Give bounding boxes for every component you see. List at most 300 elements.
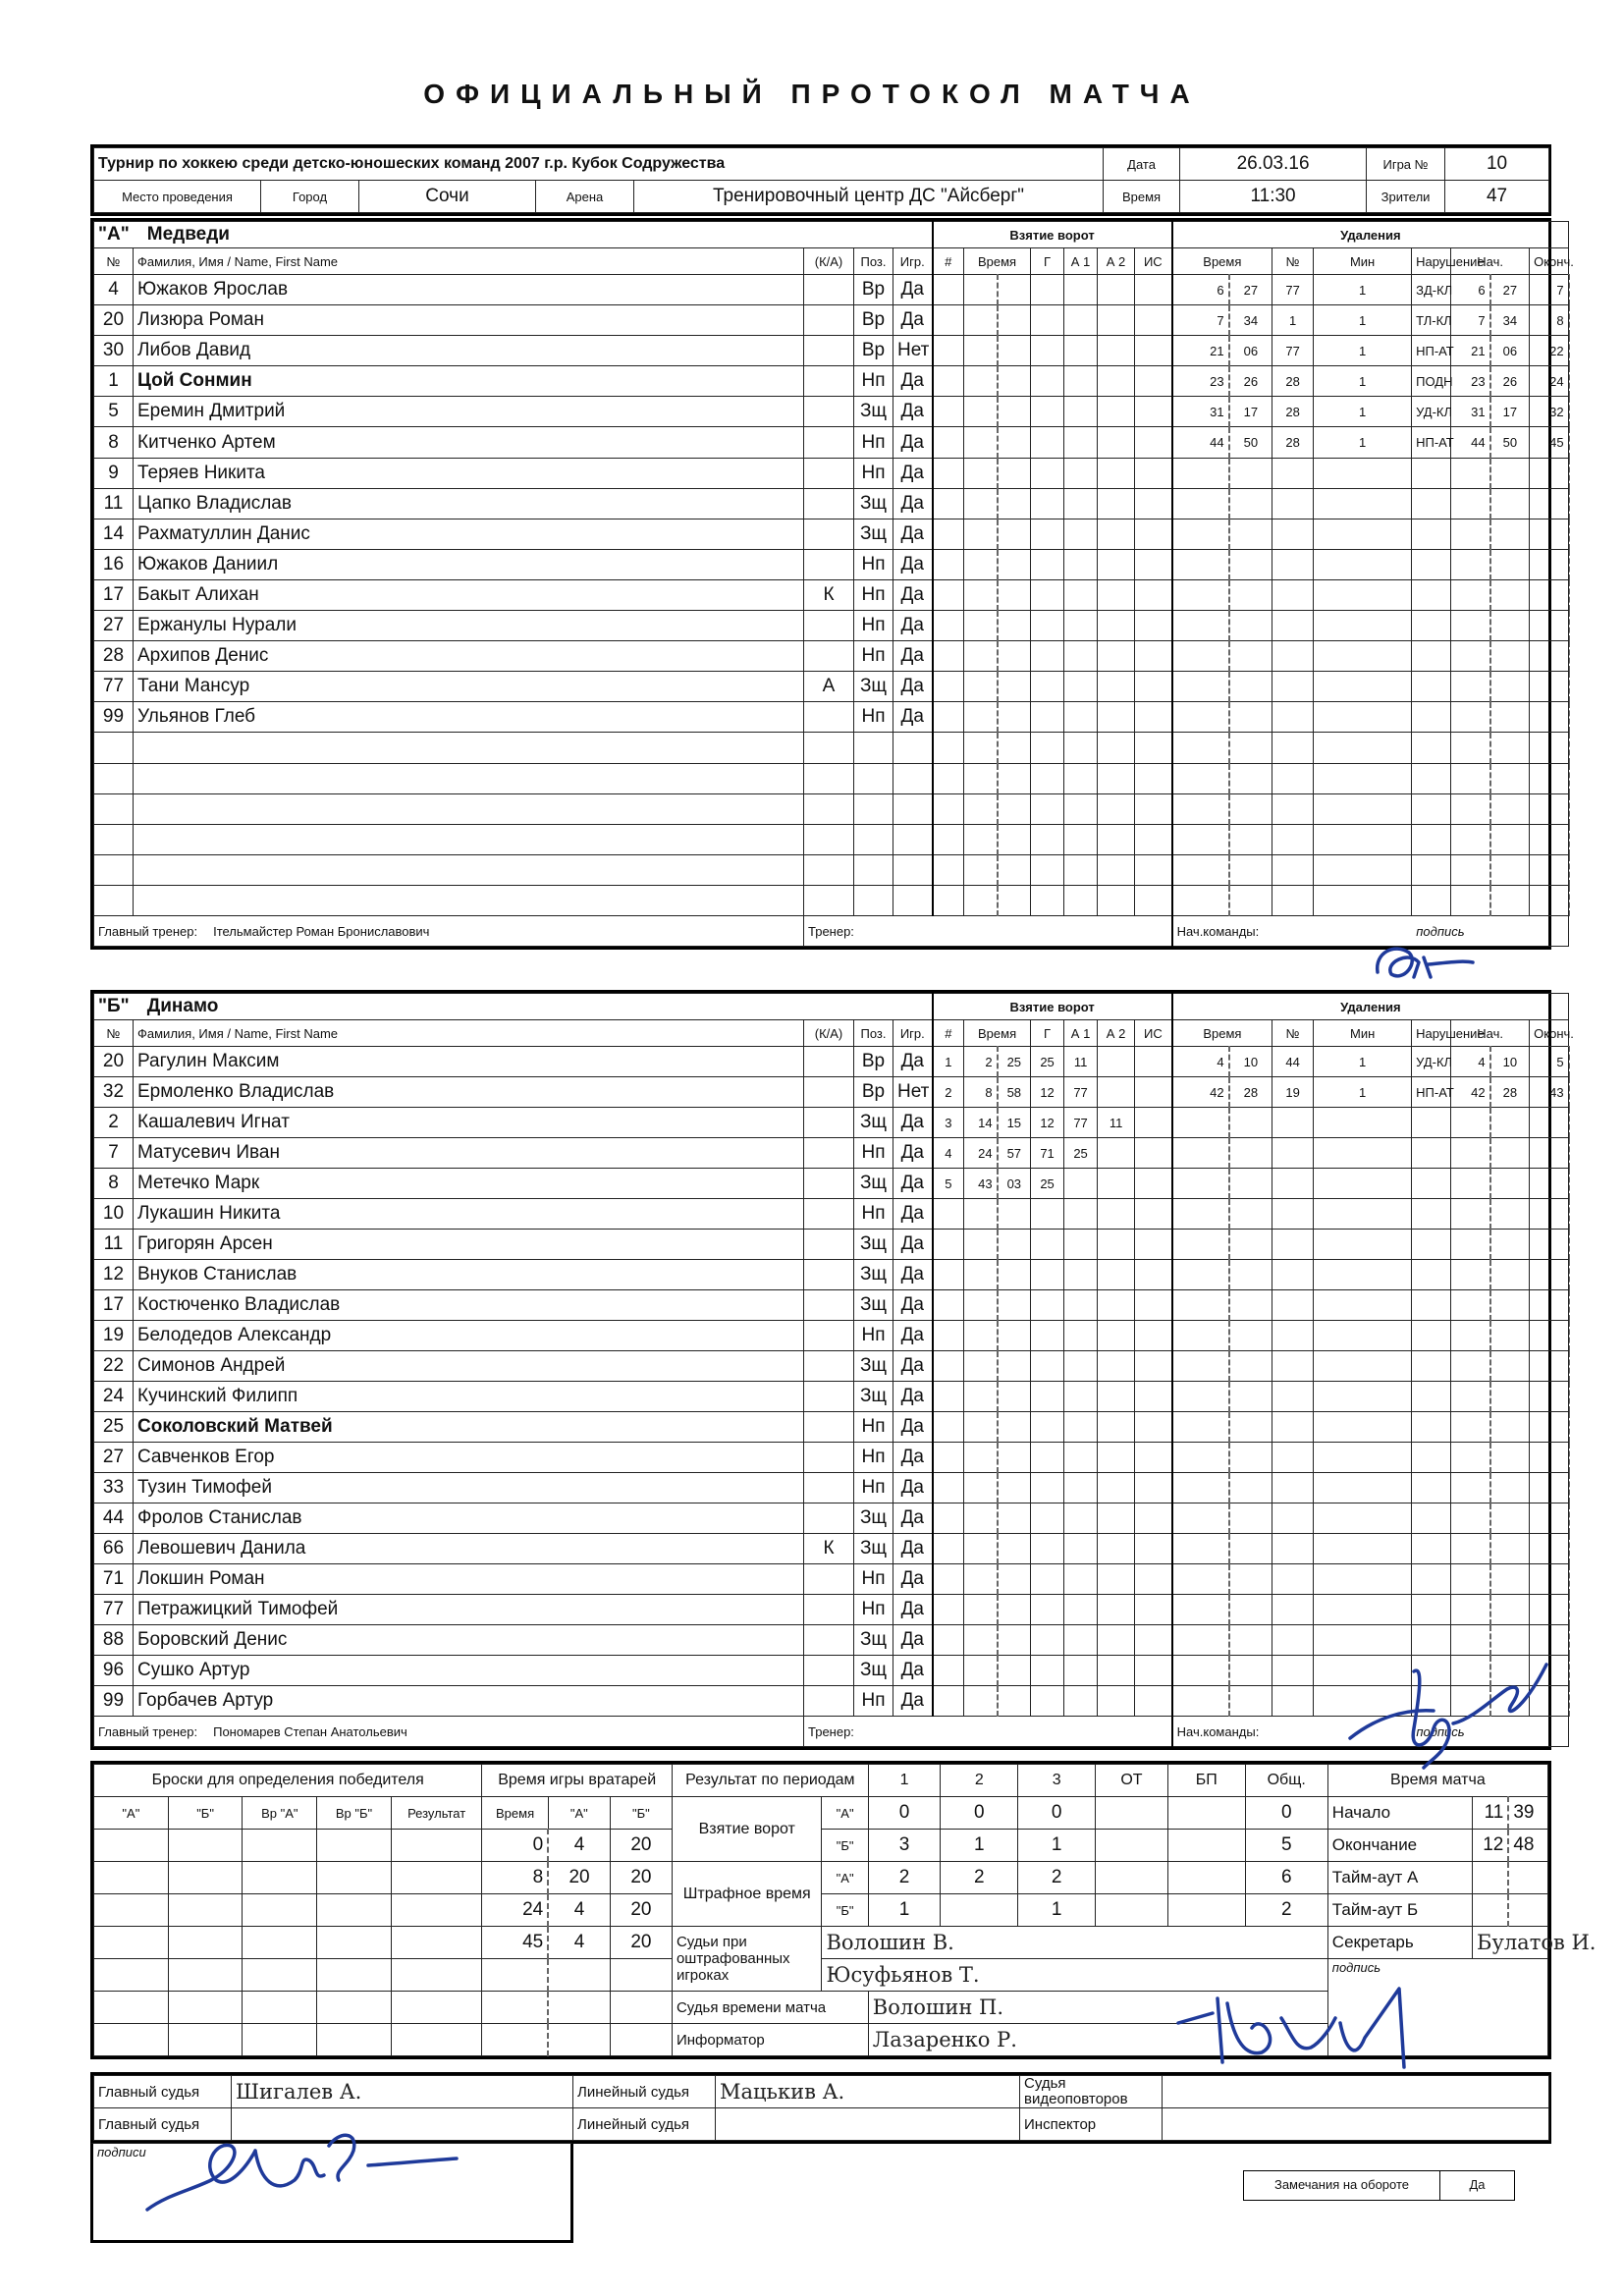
player-role — [804, 1077, 854, 1108]
teamA-coach-name: Ітельмайстер Роман Брониславович — [213, 923, 430, 939]
player-role — [804, 1656, 854, 1686]
announcer-name: Лазаренко Р. — [868, 2024, 1327, 2056]
shootout-col-a: "А" — [94, 1797, 169, 1830]
player-name: Сушко Артур — [134, 1656, 804, 1686]
col-pen-end: Оконч. — [1530, 1020, 1569, 1047]
player-name: Кучинский Филипп — [134, 1382, 804, 1412]
penalty-minute: 4 — [1172, 1047, 1229, 1077]
player-played: Да — [893, 1443, 933, 1473]
player-role — [804, 1230, 854, 1260]
player-role — [804, 1443, 854, 1473]
player-number: 8 — [94, 1169, 134, 1199]
pim-a-bp — [1167, 1862, 1245, 1894]
goals-a-ot — [1096, 1797, 1168, 1830]
table-row — [94, 1290, 1569, 1321]
table-row — [94, 1321, 1569, 1351]
table-row — [94, 1443, 1569, 1473]
player-number: 4 — [94, 275, 134, 305]
gk-row1-a: 4 — [548, 1830, 610, 1862]
player-role — [804, 1290, 854, 1321]
col-pen-no: № — [1272, 248, 1314, 275]
player-position: Зщ — [854, 1230, 893, 1260]
col-pen-time: Время — [1172, 248, 1272, 275]
col-goal-time: Время — [964, 248, 1031, 275]
player-name: Южаков Даниил — [134, 549, 804, 579]
goal-scorer: 25 — [1031, 1169, 1064, 1199]
table-row — [94, 1534, 1569, 1564]
table-row — [94, 1199, 1569, 1230]
player-role — [804, 1108, 854, 1138]
main-ref-1-label: Главный судья — [94, 2076, 232, 2108]
penalty-start-sec: 10 — [1490, 1047, 1530, 1077]
player-number: 20 — [94, 1047, 134, 1077]
teamB-coach-name: Пономарев Степан Анатольевич — [213, 1723, 407, 1739]
video-ref-label: Судья видеоповторов — [1020, 2076, 1163, 2108]
player-position: Нп — [854, 1564, 893, 1595]
player-number: 14 — [94, 519, 134, 549]
player-name: Тани Мансур — [134, 672, 804, 702]
col-pen-infraction: Нарушение — [1412, 248, 1451, 275]
player-name: Ержанулы Нурали — [134, 611, 804, 641]
player-number: 10 — [94, 1199, 134, 1230]
main-ref-2-label: Главный судья — [94, 2108, 232, 2141]
player-played: Да — [893, 1169, 933, 1199]
table-row — [94, 641, 1569, 672]
player-number: 96 — [94, 1656, 134, 1686]
player-played: Да — [893, 1138, 933, 1169]
player-position: Нп — [854, 702, 893, 733]
start-minute: 39 — [1508, 1797, 1547, 1830]
arena-value: Тренировочный центр ДС "Айсберг" — [634, 181, 1104, 213]
player-position: Зщ — [854, 519, 893, 549]
goal-assist-2 — [1098, 1138, 1135, 1169]
player-position: Нп — [854, 579, 893, 610]
player-role — [804, 397, 854, 427]
goals-b-p2: 1 — [941, 1830, 1018, 1862]
goal-assist-2 — [1098, 1077, 1135, 1108]
shootout-col-result: Результат — [391, 1797, 482, 1830]
player-position: Зщ — [854, 1260, 893, 1290]
player-played: Да — [893, 1473, 933, 1503]
goal-minute: 24 — [964, 1138, 998, 1169]
player-played: Да — [893, 305, 933, 336]
gk-row3-a: 4 — [548, 1894, 610, 1927]
player-played: Да — [893, 611, 933, 641]
match-time-title: Время матча — [1327, 1765, 1547, 1797]
col-pen-infraction: Нарушение — [1412, 1020, 1451, 1047]
goal-number: 3 — [933, 1108, 964, 1138]
player-role — [804, 611, 854, 641]
table-row — [94, 702, 1569, 733]
player-played: Да — [893, 1199, 933, 1230]
goal-scorer: 12 — [1031, 1077, 1064, 1108]
player-position: Нп — [854, 611, 893, 641]
player-name: Локшин Роман — [134, 1564, 804, 1595]
goal-number: 5 — [933, 1169, 964, 1199]
end-minute: 48 — [1508, 1830, 1547, 1862]
shootout-title: Броски для определения победителя — [94, 1765, 482, 1797]
teamA-chief-label: Нач.команды: — [1176, 923, 1260, 939]
player-number: 27 — [94, 611, 134, 641]
player-number: 99 — [94, 1686, 134, 1717]
table-row — [94, 1382, 1569, 1412]
goal-minute: 2 — [964, 1047, 998, 1077]
teamA-coach-label: Главный тренер: — [98, 923, 198, 939]
player-position: Зщ — [854, 397, 893, 427]
goal-is — [1135, 1169, 1172, 1199]
goals-b-ot — [1096, 1830, 1168, 1862]
player-number: 17 — [94, 1290, 134, 1321]
teamA-team-title — [94, 222, 933, 248]
player-number: 32 — [94, 1077, 134, 1108]
table-row — [94, 275, 1569, 305]
period-bp-head: БП — [1167, 1765, 1245, 1797]
gk-row3-min: 24 — [482, 1894, 548, 1927]
main-referee-signature — [142, 2121, 466, 2229]
player-role — [804, 549, 854, 579]
end-label: Окончание — [1327, 1830, 1472, 1862]
penalty-infraction: ПОДН — [1412, 366, 1451, 397]
table-row — [94, 366, 1569, 397]
player-number: 77 — [94, 672, 134, 702]
player-role — [804, 458, 854, 488]
pim-a-p1: 2 — [868, 1862, 941, 1894]
col-pos: Поз. — [854, 248, 893, 275]
player-played: Да — [893, 1412, 933, 1443]
player-name: Симонов Андрей — [134, 1351, 804, 1382]
player-name: Либов Давид — [134, 336, 804, 366]
line-ref-2-label: Линейный судья — [573, 2108, 716, 2141]
col-goal-scorer: Г — [1031, 248, 1064, 275]
timekeeper-name: Волошин П. — [868, 1992, 1327, 2024]
table-row — [94, 793, 1569, 824]
team-a-mark: "А" — [822, 1797, 868, 1830]
goal-number: 1 — [933, 1047, 964, 1077]
player-name: Петражицкий Тимофей — [134, 1595, 804, 1625]
date-label: Дата — [1104, 148, 1180, 181]
penalty-start-sec: 34 — [1490, 305, 1530, 336]
player-role — [804, 1260, 854, 1290]
col-pen-start: Нач. — [1451, 248, 1530, 275]
penalty-minute: 7 — [1172, 305, 1229, 336]
remarks-value: Да — [1469, 2177, 1486, 2192]
col-pen-time: Время — [1172, 1020, 1272, 1047]
player-position: Нп — [854, 458, 893, 488]
player-name: Левошевич Данила — [134, 1534, 804, 1564]
col-played: Игр. — [893, 248, 933, 275]
player-played: Да — [893, 579, 933, 610]
table-row — [94, 1351, 1569, 1382]
teamA-coach-cell — [94, 915, 804, 946]
table-row — [94, 1108, 1569, 1138]
penalty-player: 28 — [1272, 427, 1314, 458]
player-role — [804, 1321, 854, 1351]
goal-assist-1: 11 — [1064, 1047, 1098, 1077]
player-position: Вр — [854, 1077, 893, 1108]
col-pen-min: Мин — [1314, 1020, 1412, 1047]
pim-b-bp — [1167, 1894, 1245, 1927]
table-row — [94, 1047, 1569, 1077]
player-number: 16 — [94, 549, 134, 579]
goal-assist-2 — [1098, 1169, 1135, 1199]
player-name: Цапко Владислав — [134, 488, 804, 519]
inspector-label: Инспектор — [1020, 2108, 1163, 2141]
player-name: Костюченко Владислав — [134, 1290, 804, 1321]
signatures-label: подписи — [97, 2145, 146, 2159]
player-played: Нет — [893, 1077, 933, 1108]
player-position: Нп — [854, 427, 893, 458]
period-ot-head: ОТ — [1096, 1765, 1168, 1797]
player-position: Вр — [854, 1047, 893, 1077]
penalty-infraction: ТЛ-КЛ — [1412, 305, 1451, 336]
tournament-name: Турнир по хоккею среди детско-юношеских команд 2007 г.р. Кубок Содружества — [94, 148, 1104, 181]
player-name: Матусевич Иван — [134, 1138, 804, 1169]
team-b-coach-signature — [1345, 1660, 1551, 1777]
goal-second: 15 — [998, 1108, 1031, 1138]
player-name: Боровский Денис — [134, 1625, 804, 1656]
penalty-start-min: 31 — [1451, 397, 1490, 427]
col-no: № — [94, 248, 134, 275]
venue-label: Место проведения — [94, 181, 261, 213]
player-name: Цой Сонмин — [134, 366, 804, 397]
player-role — [804, 305, 854, 336]
player-name: Метечко Марк — [134, 1169, 804, 1199]
player-played: Да — [893, 1047, 933, 1077]
player-played: Да — [893, 366, 933, 397]
player-position: Нп — [854, 1138, 893, 1169]
player-role: К — [804, 579, 854, 610]
col-pen-min: Мин — [1314, 248, 1412, 275]
penbox-judges-label: Судьи при оштрафованных игроках — [672, 1927, 822, 1992]
penalty-infraction: НП-АТ — [1412, 427, 1451, 458]
penbox-judge-2: Юсуфьянов Т. — [822, 1959, 1327, 1992]
player-played: Да — [893, 1686, 933, 1717]
penalty-start-sec: 28 — [1490, 1077, 1530, 1108]
table-row — [94, 1625, 1569, 1656]
goal-minute: 14 — [964, 1108, 998, 1138]
penalty-start-min: 7 — [1451, 305, 1490, 336]
player-name: Бакыт Алихан — [134, 579, 804, 610]
pim-a-total: 6 — [1245, 1862, 1327, 1894]
spectators-value: 47 — [1445, 181, 1549, 213]
player-role — [804, 336, 854, 366]
teamB-team-title — [94, 994, 933, 1020]
match-header — [90, 144, 1551, 216]
player-name: Южаков Ярослав — [134, 275, 804, 305]
player-name: Кашалевич Игнат — [134, 1108, 804, 1138]
player-number: 99 — [94, 702, 134, 733]
pim-b-total: 2 — [1245, 1894, 1327, 1927]
penalty-end-min: 7 — [1530, 275, 1569, 305]
penalty-length: 1 — [1314, 275, 1412, 305]
goal-second: 03 — [998, 1169, 1031, 1199]
player-position: Зщ — [854, 1625, 893, 1656]
teamB-coach-label: Главный тренер: — [98, 1723, 198, 1739]
player-number: 71 — [94, 1564, 134, 1595]
shootout-col-gk-b: Вр "Б" — [317, 1797, 392, 1830]
player-played: Да — [893, 1260, 933, 1290]
team-b-mark: "Б" — [822, 1830, 868, 1862]
gk-row3-b: 20 — [610, 1894, 672, 1927]
player-name: Ульянов Глеб — [134, 702, 804, 733]
player-position: Зщ — [854, 488, 893, 519]
gk-row2-b: 20 — [610, 1862, 672, 1894]
teamA-trainer-cell — [804, 915, 1172, 946]
player-number: 27 — [94, 1443, 134, 1473]
teamA-trainer-label: Тренер: — [808, 923, 854, 939]
penalty-length: 1 — [1314, 397, 1412, 427]
team-a-coach-signature — [1370, 933, 1478, 992]
player-played: Да — [893, 427, 933, 458]
player-role — [804, 427, 854, 458]
col-no: № — [94, 1020, 134, 1047]
goal-scorer: 12 — [1031, 1108, 1064, 1138]
penalty-player: 28 — [1272, 397, 1314, 427]
table-row — [94, 305, 1569, 336]
secretary-name: Булатов И. — [1473, 1927, 1548, 1959]
goal-minute: 43 — [964, 1169, 998, 1199]
col-ka: (К/А) — [804, 248, 854, 275]
penalty-start-min: 42 — [1451, 1077, 1490, 1108]
pim-a-p2: 2 — [941, 1862, 1018, 1894]
announcer-label: Информатор — [672, 2024, 868, 2056]
player-position: Вр — [854, 275, 893, 305]
player-number: 24 — [94, 1382, 134, 1412]
secretary-signature — [1173, 1974, 1419, 2082]
goal-assist-1: 77 — [1064, 1108, 1098, 1138]
penalty-minute: 44 — [1172, 427, 1229, 458]
table-row — [94, 1503, 1569, 1534]
player-role — [804, 1351, 854, 1382]
player-number: 19 — [94, 1321, 134, 1351]
team-b-section — [90, 990, 1574, 1750]
gk-row4-a: 4 — [548, 1927, 610, 1959]
player-number: 30 — [94, 336, 134, 366]
table-row — [94, 488, 1569, 519]
team-a-section — [90, 218, 1574, 950]
pim-b-p1: 1 — [868, 1894, 941, 1927]
player-position: Вр — [854, 305, 893, 336]
table-row — [94, 763, 1569, 793]
teamA-sign-label: подпись — [1416, 923, 1465, 939]
penalty-infraction: НП-АТ — [1412, 336, 1451, 366]
table-row — [94, 1230, 1569, 1260]
goals-a-p1: 0 — [868, 1797, 941, 1830]
col-pos: Поз. — [854, 1020, 893, 1047]
table-row — [94, 1138, 1569, 1169]
col-assist-1: А 1 — [1064, 248, 1098, 275]
team-b-table — [93, 993, 1574, 1747]
gk-time-title: Время игры вратарей — [482, 1765, 673, 1797]
player-number: 17 — [94, 579, 134, 610]
player-position: Зщ — [854, 1382, 893, 1412]
table-row — [94, 1412, 1569, 1443]
date-value: 26.03.16 — [1180, 148, 1367, 181]
player-played: Да — [893, 1108, 933, 1138]
penalty-infraction: УД-КЛ — [1412, 1047, 1451, 1077]
goal-is — [1135, 1108, 1172, 1138]
start-label: Начало — [1327, 1797, 1472, 1830]
player-position: Нп — [854, 1473, 893, 1503]
player-played: Да — [893, 1290, 933, 1321]
teamB-coach-cell — [94, 1717, 804, 1747]
player-played: Да — [893, 702, 933, 733]
line-ref-1-label: Линейный судья — [573, 2076, 716, 2108]
teamA-goals-title: Взятие ворот — [933, 222, 1172, 248]
goals-b-total: 5 — [1245, 1830, 1327, 1862]
goals-b-p3: 1 — [1018, 1830, 1096, 1862]
goal-is — [1135, 1138, 1172, 1169]
player-number: 25 — [94, 1412, 134, 1443]
pim-b-p3: 1 — [1018, 1894, 1096, 1927]
table-row — [94, 1169, 1569, 1199]
period-3-head: 3 — [1018, 1765, 1096, 1797]
player-number: 20 — [94, 305, 134, 336]
player-position: Зщ — [854, 1656, 893, 1686]
penalty-length: 1 — [1314, 427, 1412, 458]
player-name: Архипов Денис — [134, 641, 804, 672]
col-assist-2: А 2 — [1098, 248, 1135, 275]
col-pen-start: Нач. — [1451, 1020, 1530, 1047]
player-role — [804, 702, 854, 733]
player-position: Зщ — [854, 1351, 893, 1382]
penalty-player: 28 — [1272, 366, 1314, 397]
player-position: Нп — [854, 1443, 893, 1473]
player-number: 44 — [94, 1503, 134, 1534]
player-number: 2 — [94, 1108, 134, 1138]
table-row — [94, 733, 1569, 763]
player-number: 28 — [94, 641, 134, 672]
city-label: Город — [261, 181, 359, 213]
timeout-a-label: Тайм-аут А — [1327, 1862, 1472, 1894]
table-row — [94, 427, 1569, 458]
player-played: Да — [893, 549, 933, 579]
player-position: Зщ — [854, 1534, 893, 1564]
col-is: ИС — [1135, 1020, 1172, 1047]
penalty-second: 34 — [1229, 305, 1272, 336]
remarks-box — [1243, 2170, 1515, 2201]
table-row — [94, 336, 1569, 366]
player-name: Тузин Тимофей — [134, 1473, 804, 1503]
shootout-col-gk-a: Вр "А" — [243, 1797, 317, 1830]
table-row — [94, 824, 1569, 854]
teamB-trainer-label: Тренер: — [808, 1723, 854, 1739]
table-row — [94, 1260, 1569, 1290]
teamB-trainer-cell — [804, 1717, 1172, 1747]
player-position: Зщ — [854, 672, 893, 702]
penalty-minute: 21 — [1172, 336, 1229, 366]
player-position: Нп — [854, 1321, 893, 1351]
penalty-length: 1 — [1314, 366, 1412, 397]
penalty-second: 28 — [1229, 1077, 1272, 1108]
teamA-team-name: Медведи — [146, 224, 230, 245]
player-role — [804, 1138, 854, 1169]
penalty-infraction: ЗД-КЛ — [1412, 275, 1451, 305]
penalty-end-min: 32 — [1530, 397, 1569, 427]
goal-second: 57 — [998, 1138, 1031, 1169]
player-role — [804, 641, 854, 672]
player-role — [804, 1412, 854, 1443]
penalty-end-min: 8 — [1530, 305, 1569, 336]
goal-assist-1: 25 — [1064, 1138, 1098, 1169]
gk-row2-min: 8 — [482, 1862, 548, 1894]
gk-row4-min: 45 — [482, 1927, 548, 1959]
penalty-end-min: 24 — [1530, 366, 1569, 397]
table-row — [94, 1473, 1569, 1503]
pim-a-p3: 2 — [1018, 1862, 1096, 1894]
game-label: Игра № — [1367, 148, 1445, 181]
player-number: 12 — [94, 1260, 134, 1290]
